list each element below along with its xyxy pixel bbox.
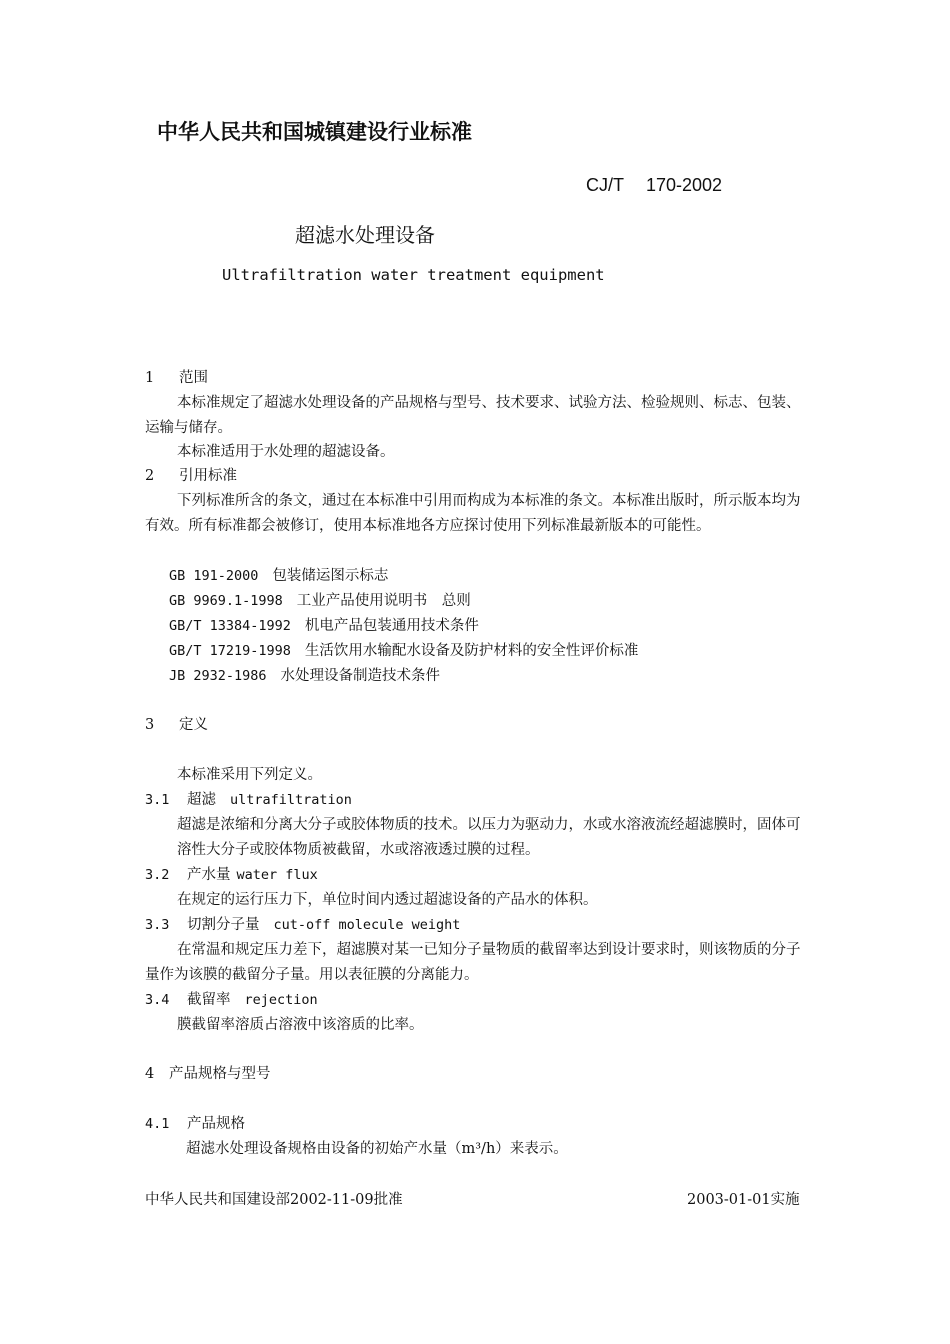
section-1-paragraph-2: 本标准适用于水处理的超滤设备。: [177, 444, 395, 460]
section-title: 定义: [179, 717, 208, 733]
definition-text: 膜截留率溶质占溶液中该溶质的比率。: [177, 1017, 424, 1033]
section-3-intro: 本标准采用下列定义。: [177, 767, 322, 783]
reference-item: [169, 664, 440, 688]
section-number: 3: [145, 717, 155, 733]
reference-title: 水处理设备制造技术条件: [280, 668, 441, 684]
section-2-heading: [145, 464, 237, 488]
definition-number: 3.3: [145, 917, 170, 933]
section-title: 范围: [179, 370, 208, 386]
subsection-title: 产品规格: [187, 1116, 245, 1132]
definition-heading: [145, 988, 318, 1012]
reference-code: GB 191-2000: [169, 568, 259, 584]
definition-term-en: rejection: [244, 992, 318, 1008]
definition-term: 截留率: [187, 992, 231, 1008]
definition-term-en: water flux: [236, 867, 318, 883]
subsection-4-1-text: 超滤水处理设备规格由设备的初始产水量（m³/h）来表示。: [186, 1141, 568, 1157]
definition-text: 超滤是浓缩和分离大分子或胶体物质的技术。以压力为驱动力，水或水溶液流经超滤膜时，固体可溶性大分子或胶体物质被截留，水或溶液透过膜的过程。: [177, 817, 801, 858]
reference-title: 包装储运图示标志: [272, 568, 389, 584]
section-number: 1: [145, 370, 155, 386]
section-number: 2: [145, 468, 155, 484]
reference-code: GB 9969.1-1998: [169, 593, 283, 609]
standard-code-number: 170-2002: [646, 175, 723, 195]
reference-item: [169, 564, 388, 588]
reference-item: [169, 639, 638, 663]
section-title: 引用标准: [179, 468, 237, 484]
definition-number: 3.1: [145, 792, 170, 808]
definition-number: 3.4: [145, 992, 170, 1008]
section-3-heading: [145, 713, 208, 737]
reference-item: [169, 589, 471, 613]
definition-term-en: ultrafiltration: [230, 792, 352, 808]
definition-text: 在规定的运行压力下，单位时间内透过超滤设备的产品水的体积。: [177, 892, 598, 908]
definition-heading: [145, 863, 318, 887]
issuer-title: 中华人民共和国城镇建设行业标准: [157, 120, 472, 144]
reference-code: GB/T 13384-1992: [169, 618, 291, 634]
approval-note: 中华人民共和国建设部2002-11-09批准: [145, 1192, 403, 1208]
section-2-paragraph-1: 下列标准所含的条文，通过在本标准中引用而构成为本标准的条文。本标准出版时，所示版本均为有效。所有标准都会被修订，使用本标准地各方应探讨使用下列标准最新版本的可能性。: [145, 493, 801, 534]
effective-date: 2003-01-01实施: [687, 1192, 800, 1208]
reference-code: JB 2932-1986: [169, 668, 267, 684]
subsection-4-1-heading: [145, 1112, 245, 1136]
reference-item: [169, 614, 479, 638]
definition-term-en: cut-off molecule weight: [273, 917, 461, 933]
document-title-en: Ultrafiltration water treatment equipment: [222, 266, 605, 284]
section-title: 产品规格与型号: [169, 1066, 271, 1082]
section-1-heading: [145, 366, 208, 390]
reference-title: 机电产品包装通用技术条件: [304, 618, 479, 634]
standard-code-prefix: CJ/T: [586, 175, 624, 195]
section-number: 4: [145, 1066, 155, 1082]
subsection-number: 4.1: [145, 1116, 170, 1132]
definition-text: 在常温和规定压力差下，超滤膜对某一已知分子量物质的截留率达到设计要求时，则该物质的分子量作为该膜的截留分子量。用以表征膜的分离能力。: [145, 942, 801, 983]
document-title-cn: 超滤水处理设备: [295, 223, 435, 247]
section-4-heading: [145, 1062, 271, 1086]
reference-title: 工业产品使用说明书 总则: [296, 593, 471, 609]
reference-code: GB/T 17219-1998: [169, 643, 291, 659]
definition-number: 3.2: [145, 867, 170, 883]
definition-term: 超滤: [187, 792, 216, 808]
definition-heading: [145, 788, 352, 812]
reference-title: 生活饮用水输配水设备及防护材料的安全性评价标准: [304, 643, 639, 659]
definition-term: 切割分子量: [187, 917, 260, 933]
definition-term: 产水量: [187, 867, 231, 883]
definition-heading: [145, 913, 460, 937]
standard-code: [586, 175, 722, 196]
section-1-paragraph-1: 本标准规定了超滤水处理设备的产品规格与型号、技术要求、试验方法、检验规则、标志、包装、运输与储存。: [145, 395, 801, 436]
